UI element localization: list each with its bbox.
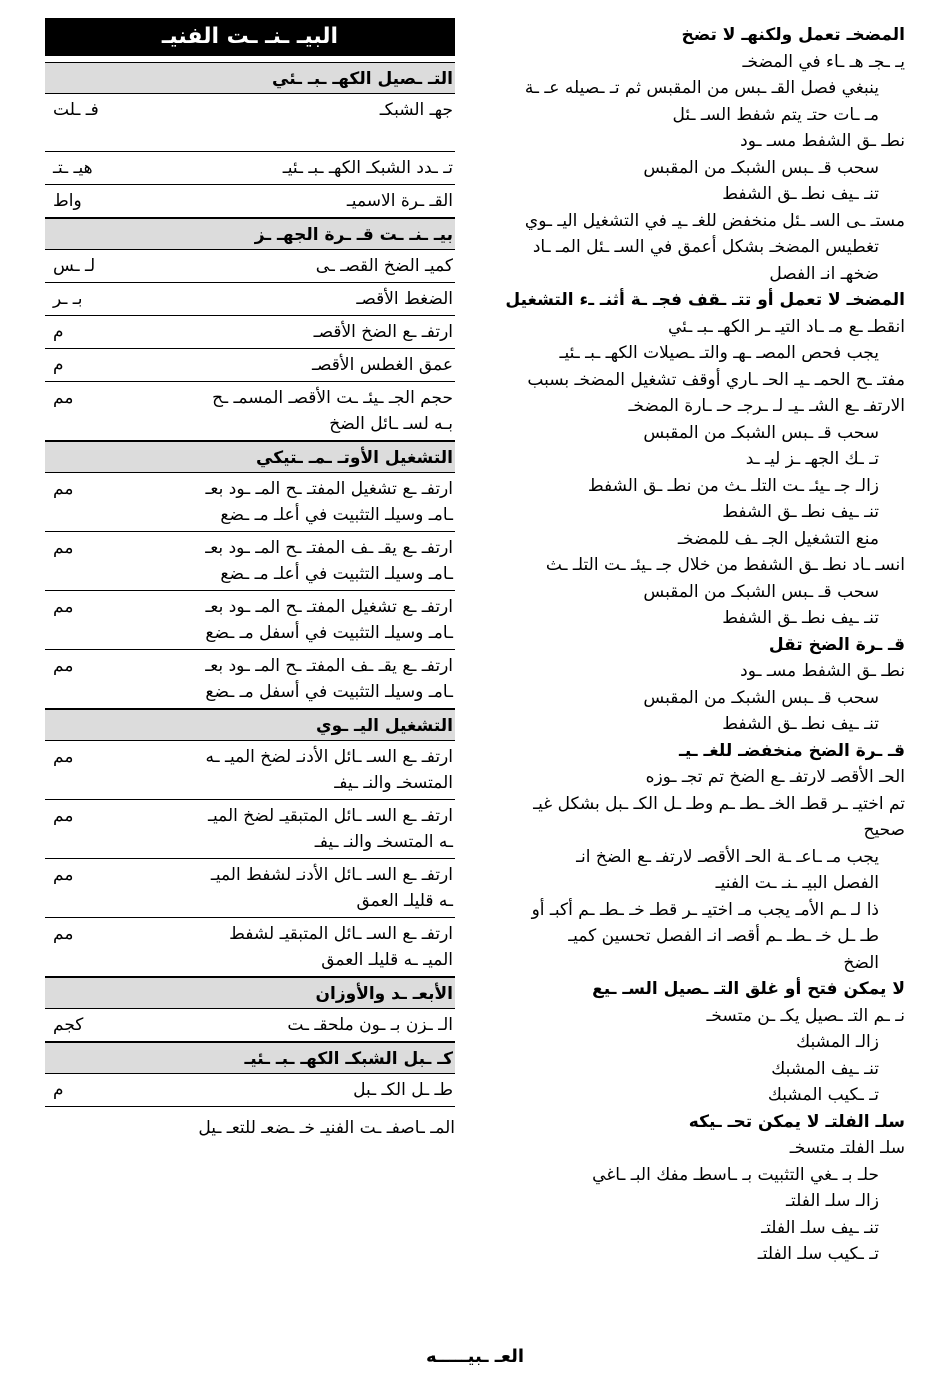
table-row bbox=[45, 650, 455, 709]
remedy-line: الفصل البيـ ـنـ ـت الفنيـ bbox=[715, 873, 879, 893]
cause-line: الارتفـ ـع الشـ ـيـ لـ ـرجـ حـ ـارة المضخـ bbox=[628, 396, 905, 416]
table-row bbox=[45, 591, 455, 650]
remedy-line: زالـ المشبك bbox=[796, 1032, 879, 1052]
row-unit: م bbox=[53, 355, 64, 375]
row-unit: مم bbox=[53, 388, 74, 408]
row-unit: لـ ـس bbox=[53, 256, 96, 276]
cause-line: انقطـ ـع مـ ـاد التيـ ـر الكهـ ـبـ ـئي bbox=[667, 316, 905, 337]
remedy-line: سحب قـ ـبس الشبكـ من المقبس bbox=[643, 157, 879, 178]
cause-line: نطـ ـق الشفط مسـ ـود bbox=[740, 661, 905, 681]
row-unit: هيـ ـتـ bbox=[53, 158, 93, 178]
problem-heading: لا يمكن فتح أو غلق التـ ـصيل السـ ـيع bbox=[592, 979, 905, 999]
row-label: جهـ الشبكـ bbox=[379, 100, 453, 120]
section-heading: التشغيل الأوتـ ـمـ ـتيكي bbox=[45, 441, 455, 473]
cause-line: نطـ ـق الشفط مسـ ـود bbox=[740, 131, 905, 151]
row-label: ارتفـ ـع يقـ ـف المفتـ ـح المـ ـود بعـ ـامـ وسيلـ التثبيت في أسفل مـ ـضع bbox=[205, 656, 453, 702]
row-label: ارتفـ ـع تشغيل المفتـ ـح المـ ـود بعـ ـامـ وسيلـ التثبيت في أسفل مـ ـضع bbox=[205, 597, 453, 643]
row-label: ارتفـ ـع السـ ـائل المتبقيـ لشفط الميـ ـه قليلـ العمق bbox=[229, 924, 453, 970]
table-row bbox=[45, 250, 455, 283]
cause-line: صحيح bbox=[863, 820, 905, 840]
table-row bbox=[45, 800, 455, 859]
row-unit: م bbox=[53, 1080, 64, 1100]
section-heading: الأبعـ ـد والأوزان bbox=[45, 977, 455, 1009]
table-row bbox=[45, 283, 455, 316]
cause-line: مستـ ـى السـ ـئل منخفض للغـ ـيـ في التشغيل اليـ ـوي bbox=[524, 210, 905, 231]
row-unit: مم bbox=[53, 479, 74, 499]
row-label: الضغط الأقصـ bbox=[356, 289, 453, 309]
remedy-line: تـ ـكيب سلـ الفلتـ bbox=[757, 1244, 879, 1264]
remedy-line: يجب فحص المصـ ـهـ والتـ ـصيلات الكهـ ـبـ ـئيـ bbox=[559, 343, 879, 363]
problem-heading: المضخـ تعمل ولكنهـ لا تضخ bbox=[681, 25, 905, 45]
remedy-line: مـ ـات حتـ يتم شفط السـ ـئل bbox=[672, 104, 879, 125]
row-label: ارتفـ ـع الضخ الأقصـ bbox=[313, 322, 453, 342]
remedy-line: يجب مـ ـاعـ ـة الحـ الأقصـ لارتفـ ـع الضخ انـ bbox=[576, 846, 879, 867]
cause-line: مفتـ ـح الحمـ ـيـ الحـ ـاري أوقف تشغيل المضخـ بسبب bbox=[527, 369, 905, 390]
remedy-line: تنـ ـيف نطـ ـق الشفط bbox=[722, 184, 879, 204]
row-unit: مم bbox=[53, 924, 74, 944]
remedy-line: تنـ ـيف نطـ ـق الشفط bbox=[722, 608, 879, 628]
row-label: الـ ـزن بـ ـون ملحقـ ـت bbox=[287, 1015, 453, 1035]
remedy-line: تغطيس المضخـ بشكل أعمق في السـ ـئل المـ ـاد bbox=[532, 237, 879, 257]
table-row bbox=[45, 349, 455, 382]
tech-data-note: المـ ـاصفـ ـت الفنيـ خـ ـضعـ للتعـ ـيل bbox=[198, 1118, 455, 1138]
row-unit: فـ ـلت bbox=[53, 100, 99, 120]
row-label: تـ ـدد الشبكـ الكهـ ـبـ ـئيـ bbox=[282, 158, 453, 178]
table-row bbox=[45, 94, 455, 152]
row-label: ارتفـ ـع تشغيل المفتـ ـح المـ ـود بعـ ـامـ وسيلـ التثبيت في أعلـ مـ ـضع bbox=[205, 479, 453, 525]
row-label: ارتفـ ـع يقـ ـف المفتـ ـح المـ ـود بعـ ـامـ وسيلـ التثبيت في أعلـ مـ ـضع bbox=[205, 538, 453, 584]
row-label: كميـ الضخ القصـ ـى bbox=[315, 256, 453, 276]
section-heading: بيـ ـنـ ـت قـ ـرة الجهـ ـز bbox=[45, 218, 455, 250]
remedy-line: تـ ـك الجهـ ـز ليـ ـد bbox=[745, 449, 879, 469]
remedy-line: حلـ بـ ـغي التثبيت بـ ـاسطـ مفك البـ ـاغي bbox=[592, 1164, 879, 1185]
row-label: ارتفـ ـع السـ ـائل الأدنـ لشفط الميـ ـه قليلـ العمق bbox=[210, 865, 453, 911]
remedy-line: تنـ ـيف سلـ الفلتـ bbox=[761, 1217, 879, 1238]
remedy-line: تنـ ـيف المشبك bbox=[771, 1058, 879, 1079]
problem-heading: قـ ـرة الضخ منخفضـ للغـ ـيـ bbox=[679, 740, 905, 761]
problem-heading: المضخـ لا تعمل أو تتـ ـقف فجـ ـة أثنـ ـء التشغيل bbox=[505, 290, 905, 310]
table-row bbox=[45, 382, 455, 441]
remedy-line: تنـ ـيف نطـ ـق الشفط bbox=[722, 502, 879, 522]
remedy-line: الضخ bbox=[843, 952, 879, 973]
remedy-line: ضخهـ انـ الفصل bbox=[769, 263, 879, 284]
row-label: حجم الجـ ـيئـ ـت الأقصـ المسمـ ـح بـه لسـ ـائل الضخ bbox=[212, 388, 453, 434]
row-unit: مم bbox=[53, 538, 74, 558]
problem-heading: سلـ الفلتـ لا يمكن تحـ ـيكه bbox=[688, 1111, 905, 1132]
section-heading: التشغيل اليـ ـوي bbox=[45, 709, 455, 741]
table-row bbox=[45, 918, 455, 977]
table-row bbox=[45, 1009, 455, 1042]
section-heading: كـ ـبل الشبكـ الكهـ ـبـ ـئيـ bbox=[45, 1042, 455, 1074]
table-row bbox=[45, 473, 455, 532]
remedy-line: تـ ـكيب المشبك bbox=[767, 1085, 879, 1105]
tech-data-title: البيـ ـنـ ـت الفنيـ bbox=[45, 18, 455, 56]
cause-line: الحـ الأقصـ لارتفـ ـع الضخ تم تجـ ـوزه bbox=[645, 767, 905, 787]
cause-line: سلـ الفلتـ متسخـ bbox=[789, 1138, 905, 1158]
row-unit: مم bbox=[53, 747, 74, 767]
row-unit: بـ ـر bbox=[53, 289, 83, 309]
remedy-line: سحب قـ ـبس الشبكـ من المقبس bbox=[643, 687, 879, 708]
row-label: ارتفـ ـع السـ ـائل الأدنـ لضخ الميـ ـه المتسخـ والنـ ـيفـ bbox=[205, 747, 453, 793]
remedy-line: زالـ جـ ـيئـ ـت التلـ ـث من نطـ ـق الشفط bbox=[587, 475, 879, 496]
remedy-line: منع التشغيل الجـ ـف للمضخـ bbox=[677, 528, 879, 549]
row-label: القـ ـرة الاسميـ bbox=[346, 191, 453, 211]
remedy-line: سحب قـ ـبس الشبكـ من المقبس bbox=[643, 581, 879, 602]
table-row bbox=[45, 859, 455, 918]
cause-line: انسـ ـاد نطـ ـق الشفط من خلال جـ ـيئـ ـت التلـ ـث bbox=[545, 555, 905, 575]
remedy-line: سحب قـ ـبس الشبكـ من المقبس bbox=[643, 422, 879, 443]
technical-data-table bbox=[45, 18, 455, 1141]
section-heading: التـ ـصيل الكهـ ـبـ ـئي bbox=[45, 62, 455, 94]
tech-data-body bbox=[45, 62, 455, 1107]
row-unit: م bbox=[53, 322, 64, 342]
row-unit: واط bbox=[53, 191, 82, 211]
page-footer-language: العـ ـبيـــــه bbox=[425, 1346, 525, 1367]
table-row bbox=[45, 152, 455, 185]
row-unit: مم bbox=[53, 656, 74, 676]
row-label: ارتفـ ـع السـ ـائل المتبقيـ لضخ الميـ ـه المتسخـ والنـ ـيفـ bbox=[208, 806, 453, 852]
remedy-line: ينبغي فصل القـ ـبس من المقبس ثم تـ ـصيله عـ ـة bbox=[524, 78, 879, 98]
table-row bbox=[45, 532, 455, 591]
row-label: طـ ـل الكـ ـبل bbox=[353, 1080, 453, 1100]
table-row bbox=[45, 741, 455, 800]
cause-line: نـ ـم التـ ـصيل يكـ ـن متسخـ bbox=[706, 1005, 905, 1026]
row-unit: كجم bbox=[53, 1015, 84, 1035]
troubleshooting-list bbox=[495, 22, 905, 1268]
row-label: عمق الغطس الأقصـ bbox=[312, 355, 453, 375]
remedy-line: تنـ ـيف نطـ ـق الشفط bbox=[722, 714, 879, 734]
problem-heading: قـ ـرة الضخ تقل bbox=[768, 634, 905, 655]
table-row bbox=[45, 185, 455, 218]
remedy-line: طـ ـل خـ ـطـ ـم أقصـ انـ الفصل تحسين كميـ bbox=[568, 926, 879, 946]
table-row bbox=[45, 1074, 455, 1107]
cause-line: يـ ـجـ هـ ـاء في المضخـ bbox=[742, 51, 905, 72]
row-unit: مم bbox=[53, 597, 74, 617]
remedy-line: ذا لـ ـم الأمـ يجب مـ اختيـ ـر قطـ خـ ـطـ ـم أكبـ أو bbox=[531, 899, 879, 920]
remedy-line: زالـ سلـ الفلتـ bbox=[786, 1191, 879, 1211]
row-unit: مم bbox=[53, 806, 74, 826]
table-row bbox=[45, 316, 455, 349]
cause-line: تم اختيـ ـر قطـ الخـ ـطـ ـم وطـ ـل الكـ ـبل بشكل غيـ bbox=[533, 793, 905, 814]
row-unit: مم bbox=[53, 865, 74, 885]
